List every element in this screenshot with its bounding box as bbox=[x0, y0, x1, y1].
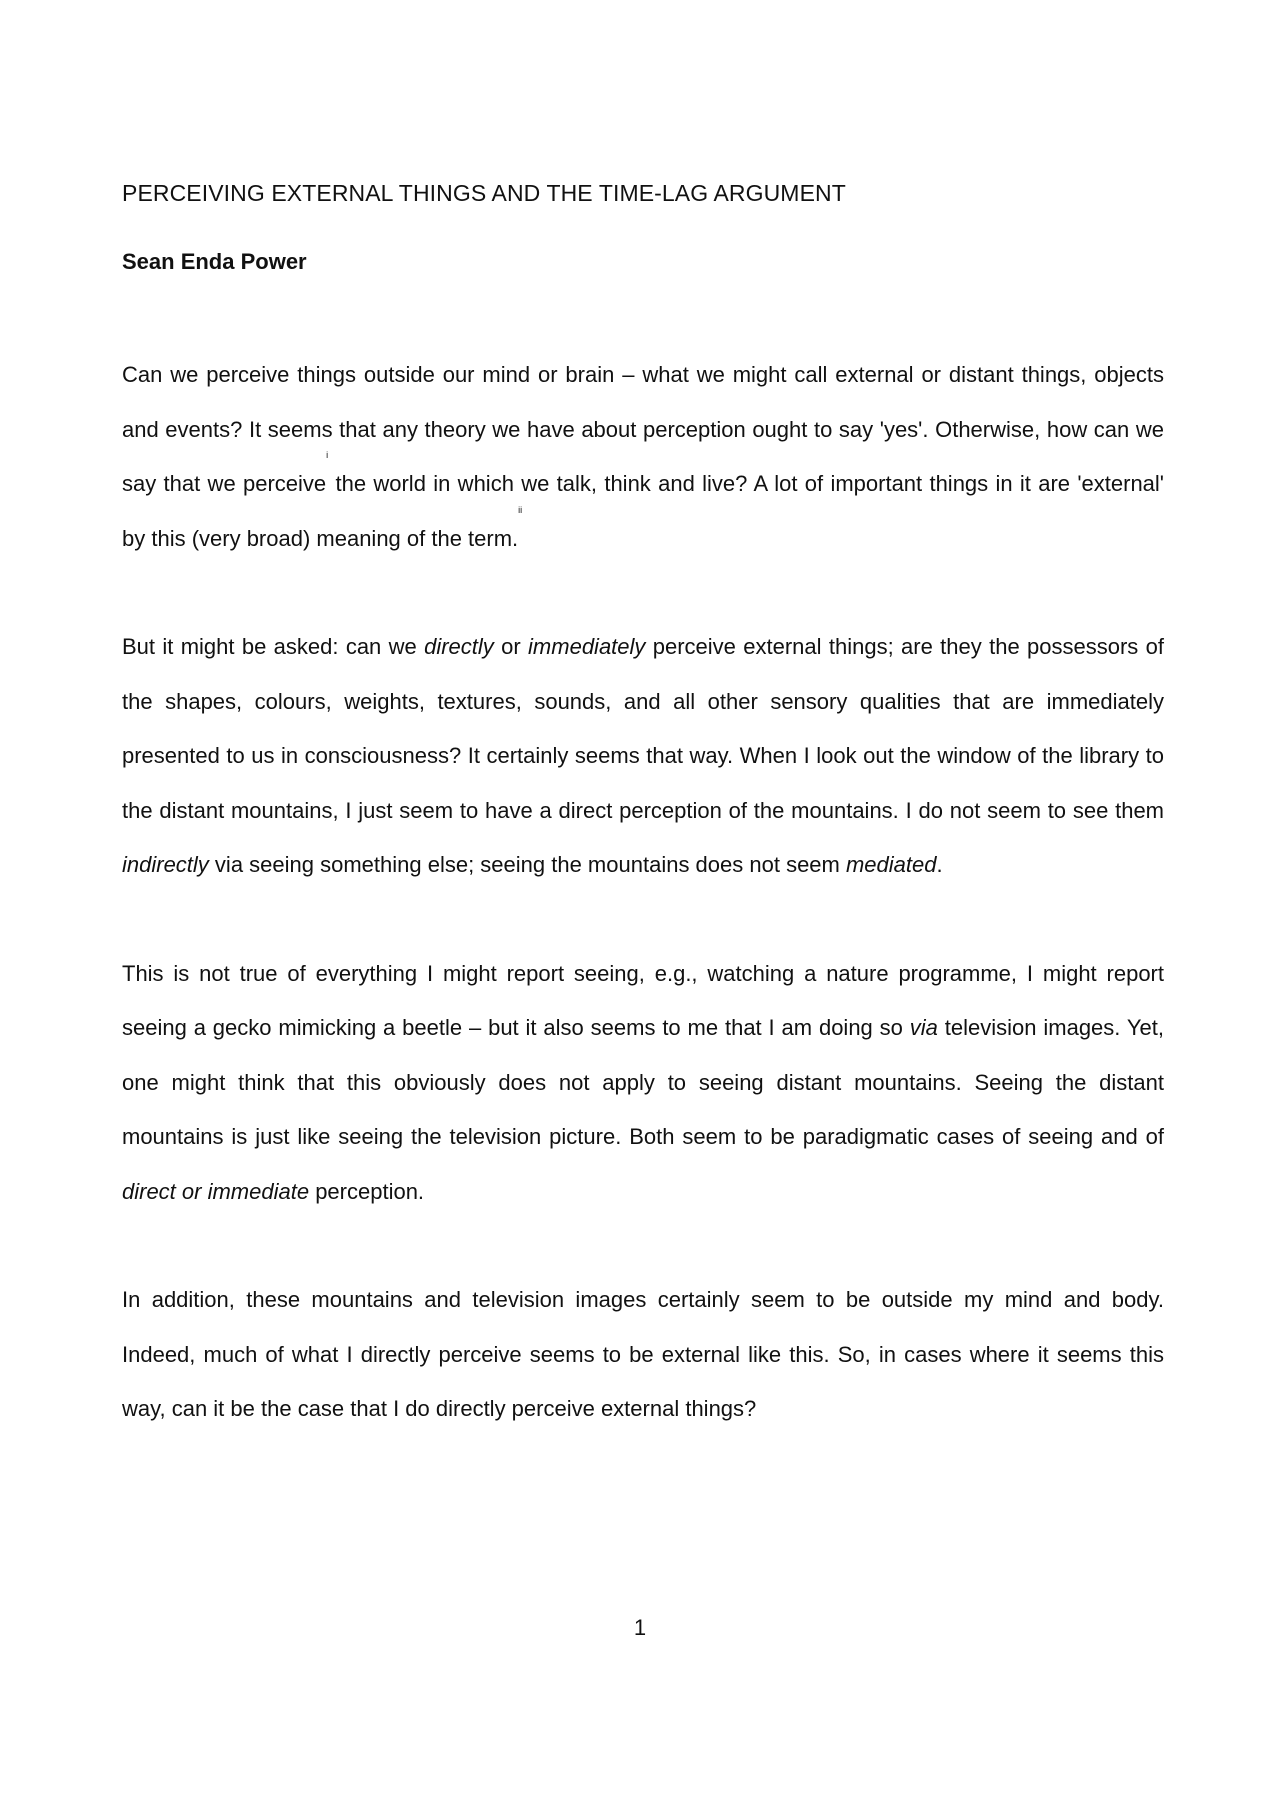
text-run: television images. Yet, one might think that this obviously does not apply to seeing distant mountains. Seeing the distant mountains is just like seeing the television picture. Both seem to be paradigmatic cases of seeing and of bbox=[122, 1015, 1164, 1149]
text-run: perception. bbox=[309, 1178, 425, 1204]
italic-text: mediated bbox=[845, 852, 937, 877]
author-name: Sean Enda Power bbox=[122, 249, 307, 274]
text-run: But it might be asked: can we bbox=[122, 634, 425, 659]
text-run: Can we perceive things outside our mind or brain – what we might call external or distant things, objects and events? It seems that any theory we have about perception ought to say 'yes'. Otherwise, how can we say that we perceive bbox=[122, 362, 1164, 496]
footnote-marker[interactable]: i bbox=[326, 450, 329, 460]
text-run: . bbox=[936, 852, 943, 877]
italic-text: directly bbox=[424, 634, 494, 659]
paper-title: PERCEIVING EXTERNAL THINGS AND THE TIME-LAG ARGUMENT bbox=[122, 180, 846, 206]
text-run: In addition, these mountains and television images certainly seem to be outside my mind and body. Indeed, much of what I directly perceive seems to be external like this. So, in cases where it seems this way, can it be the case that I do directly perceive external things? bbox=[122, 1287, 1164, 1421]
text-run: This is not true of everything I might report seeing, e.g., watching a nature programme, I might report seeing a gecko mimicking a beetle – but it also seems to me that I am doing so bbox=[122, 960, 1164, 1040]
text-run: or bbox=[493, 634, 529, 659]
paragraph-4 bbox=[122, 1273, 1164, 1437]
italic-text: direct or immediate bbox=[122, 1178, 310, 1204]
paragraph-1 bbox=[122, 348, 1164, 566]
italic-text: via bbox=[909, 1015, 938, 1040]
italic-text: indirectly bbox=[122, 852, 209, 877]
page-number: 1 bbox=[633, 1615, 647, 1640]
text-run: perceive external things; are they the possessors of the shapes, colours, weights, textures, sounds, and all other sensory qualities that are immediately presented to us in consciousness? It certainly seems that way. When I look out the window of the library to the distant mountains, I just seem to have a direct perception of the mountains. I do not seem to see them bbox=[122, 634, 1164, 823]
page-content bbox=[122, 178, 1164, 1437]
paragraph-2 bbox=[122, 620, 1164, 893]
text-run: via seeing something else; seeing the mountains does not seem bbox=[208, 852, 846, 877]
text-run: the world in which we talk, think and live? A lot of important things in it are 'external' by this (very broad) meaning of the term. bbox=[122, 471, 1165, 551]
footnote-marker[interactable]: ii bbox=[518, 504, 523, 515]
italic-text: immediately bbox=[528, 634, 646, 659]
paragraph-3 bbox=[122, 947, 1164, 1220]
